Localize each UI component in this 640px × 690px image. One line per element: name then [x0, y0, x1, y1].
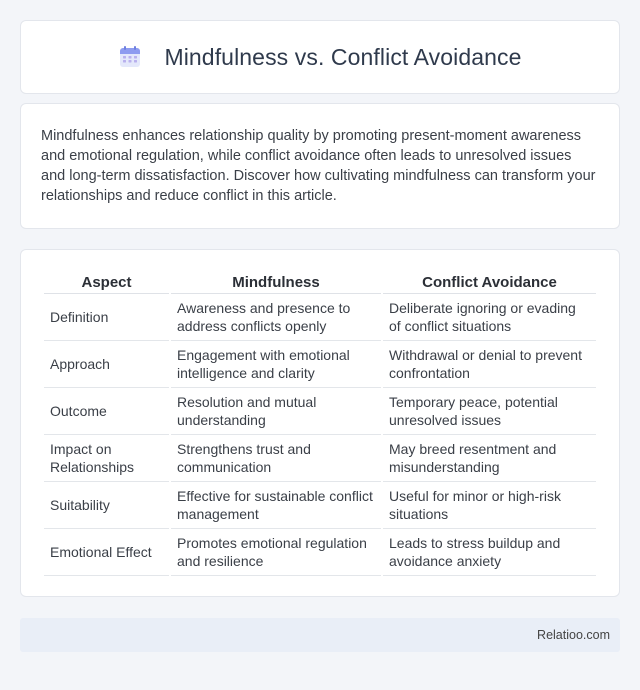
column-header-aspect: Aspect	[44, 270, 169, 294]
calendar-icon	[118, 45, 142, 69]
row-mindfulness: Engagement with emotional intelligence and clarity	[171, 341, 381, 388]
footer	[20, 618, 620, 652]
column-header-conflict-avoidance: Conflict Avoidance	[383, 270, 596, 294]
table-row	[44, 435, 596, 482]
row-aspect: Impact on Relationships	[44, 435, 169, 482]
intro-text: Mindfulness enhances relationship quality by promoting present-moment awareness and emotional regulation, while conflict avoidance often leads to unresolved issues and long-term dissatisfaction. Discover how cultivating mindfulness can transform your relationships and reduce conflict in this article.	[41, 128, 596, 204]
page-title: Mindfulness vs. Conflict Avoidance	[164, 43, 522, 70]
row-aspect: Suitability	[44, 482, 169, 529]
table-row	[44, 341, 596, 388]
row-aspect: Outcome	[44, 388, 169, 435]
row-conflict-avoidance: May breed resentment and misunderstanding	[383, 435, 596, 482]
intro-card	[20, 103, 620, 229]
row-aspect: Emotional Effect	[44, 529, 169, 576]
row-mindfulness: Promotes emotional regulation and resilience	[171, 529, 381, 576]
row-mindfulness: Strengthens trust and communication	[171, 435, 381, 482]
table-row	[44, 294, 596, 341]
header-card	[20, 20, 620, 94]
comparison-card	[20, 249, 620, 597]
row-aspect: Definition	[44, 294, 169, 341]
comparison-table	[42, 270, 598, 576]
table-row	[44, 388, 596, 435]
column-header-mindfulness: Mindfulness	[171, 270, 381, 294]
row-conflict-avoidance: Useful for minor or high-risk situations	[383, 482, 596, 529]
row-conflict-avoidance: Deliberate ignoring or evading of conflict situations	[383, 294, 596, 341]
row-conflict-avoidance: Temporary peace, potential unresolved issues	[383, 388, 596, 435]
row-conflict-avoidance: Withdrawal or denial to prevent confrontation	[383, 341, 596, 388]
footer-brand: Relatioo.com	[537, 628, 610, 642]
row-mindfulness: Effective for sustainable conflict management	[171, 482, 381, 529]
table-row	[44, 482, 596, 529]
row-aspect: Approach	[44, 341, 169, 388]
row-mindfulness: Awareness and presence to address conflicts openly	[171, 294, 381, 341]
row-conflict-avoidance: Leads to stress buildup and avoidance anxiety	[383, 529, 596, 576]
table-header-row	[44, 270, 596, 294]
row-mindfulness: Resolution and mutual understanding	[171, 388, 381, 435]
table-row	[44, 529, 596, 576]
